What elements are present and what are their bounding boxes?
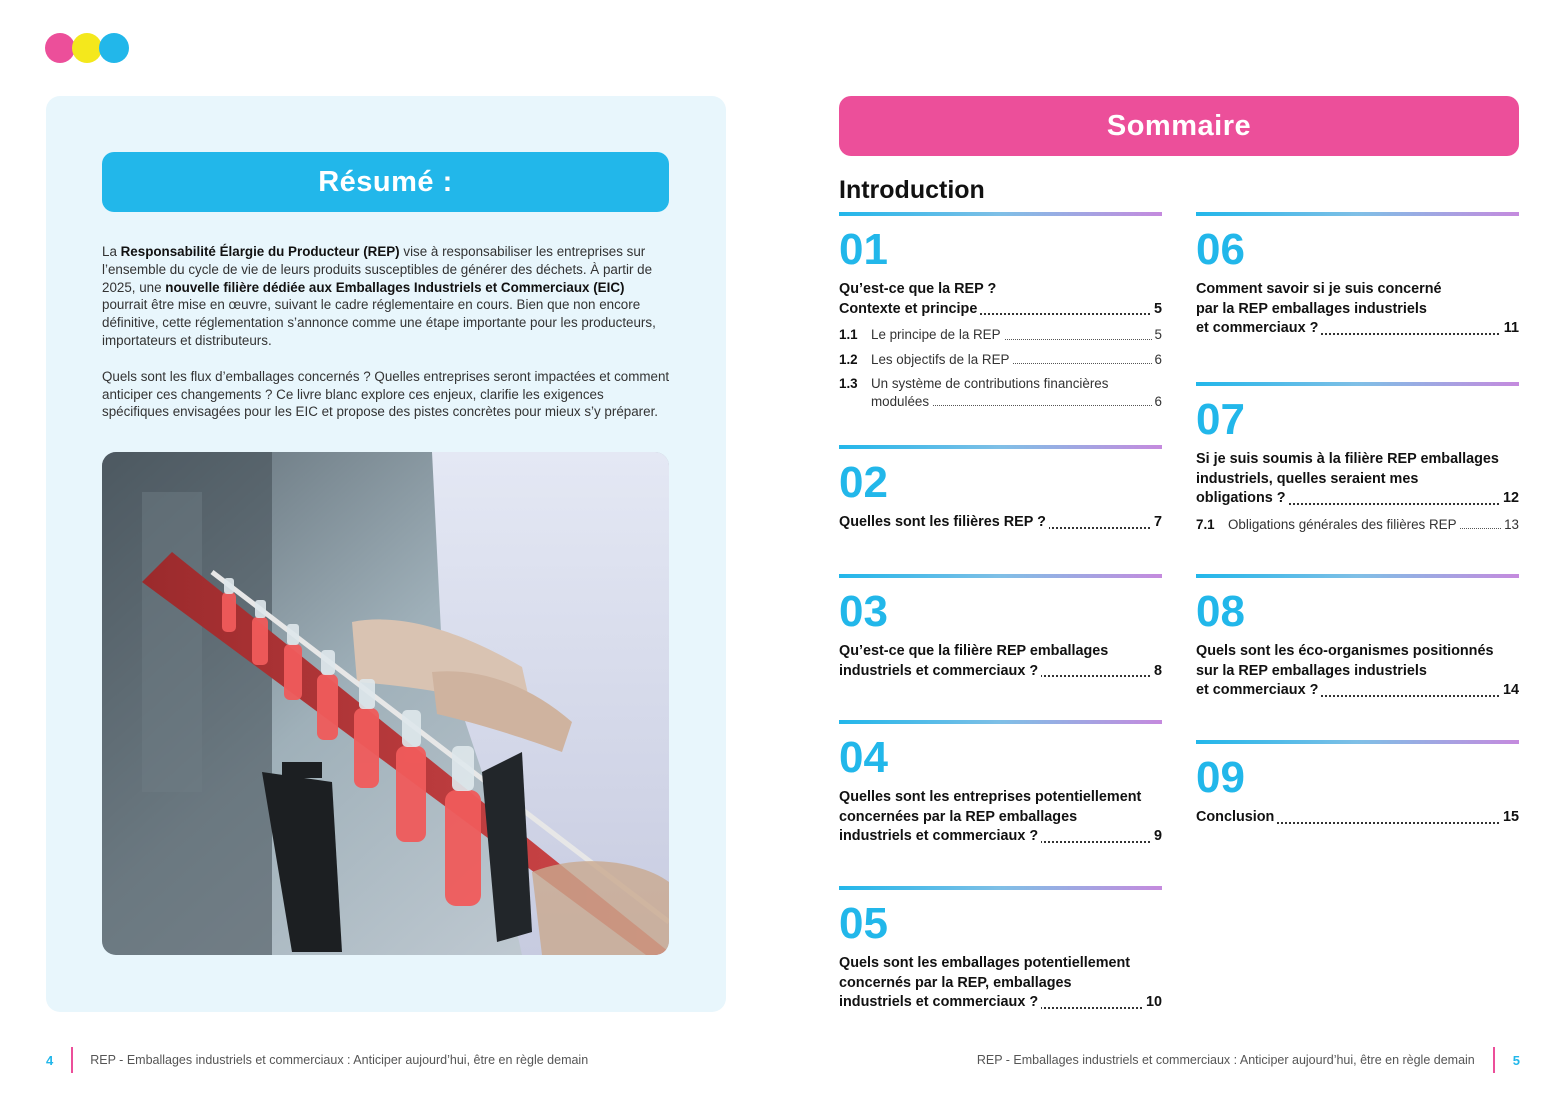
section-title: Qu’est-ce que la REP ? Contexte et principe 5	[839, 280, 1162, 319]
section-title: Quelles sont les entreprises potentiellement concernées par la REP emballages industriels et commerciaux ? 9	[839, 788, 1162, 847]
page-number: 15	[1500, 808, 1519, 828]
page-number: 11	[1501, 319, 1519, 339]
toc-section-03[interactable]	[839, 574, 1162, 681]
section-number: 09	[1196, 753, 1245, 802]
section-number: 02	[839, 458, 888, 507]
toc-subsection-1-3[interactable]: 1.3 Un système de contributions financières modulées 6	[839, 376, 1162, 409]
brand-dots-logo	[45, 33, 135, 63]
pink-dot	[45, 33, 75, 63]
resume-text	[102, 243, 672, 439]
section-title: Conclusion 15	[1196, 808, 1519, 828]
page-number: 9	[1151, 827, 1162, 847]
section-number: 06	[1196, 225, 1245, 274]
toc-section-06[interactable]	[1196, 212, 1519, 339]
resume-paragraph-1: La Responsabilité Élargie du Producteur (REP) vise à responsabiliser les entreprises sur l’ensemble du cycle de vie de leurs produits susceptibles de générer des déchets. À partir de 2025, une nouvelle filière dédiée aux Emballages Industriels et Commerciaux (EIC) pourrait être mise en œuvre, suivant le cadre réglementaire en cours. Bien que non encore définitive, cette réglementation s’annonce comme une étape importante pour les producteurs, importateurs et distributeurs.	[102, 244, 656, 348]
footer-text: REP - Emballages industriels et commerciaux : Anticiper aujourd’hui, être en règle demain	[976, 1053, 1475, 1067]
footer-page-number: 5	[1512, 1052, 1520, 1068]
section-number: 01	[839, 225, 888, 274]
resume-paragraph-2: Quels sont les flux d’emballages concernés ? Quelles entreprises seront impactées et comment anticiper ces changements ? Ce livre blanc explore ces enjeux, clarifie les exigences spécifiques envisagées pour les EIC et propose des pistes concrètes pour mieux s’y préparer.	[102, 368, 670, 420]
section-divider	[839, 574, 1162, 578]
toc-section-02[interactable]	[839, 445, 1162, 533]
section-divider	[1196, 574, 1519, 578]
footer-page-number: 4	[46, 1052, 54, 1068]
toc-section-01[interactable]	[839, 212, 1162, 410]
yellow-dot	[72, 33, 102, 63]
page-number: 7	[1151, 513, 1162, 533]
section-divider	[839, 720, 1162, 724]
section-number: 03	[839, 587, 888, 636]
section-divider	[839, 212, 1162, 216]
toc-subsection-1-1[interactable]: 1.1 Le principe de la REP 5	[839, 327, 1162, 342]
footer-text: REP - Emballages industriels et commerciaux : Anticiper aujourd’hui, être en règle demain	[90, 1053, 589, 1067]
toc-section-07[interactable]	[1196, 382, 1519, 533]
page-number: 5	[1151, 300, 1162, 320]
section-number: 04	[839, 733, 888, 782]
section-title: Comment savoir si je suis concerné par la REP emballages industriels et commerciaux ? 11	[1196, 280, 1519, 339]
section-divider	[839, 886, 1162, 890]
section-divider	[1196, 212, 1519, 216]
page-number: 10	[1143, 993, 1162, 1013]
footer-separator	[1493, 1047, 1495, 1073]
page-number: 14	[1500, 681, 1519, 701]
section-number: 05	[839, 899, 888, 948]
toc-subsection-1-2[interactable]: 1.2 Les objectifs de la REP 6	[839, 351, 1162, 367]
sommaire-title: Sommaire	[839, 96, 1519, 156]
section-title: Si je suis soumis à la filière REP emballages industriels, quelles seraient mes obligations ? 12	[1196, 450, 1519, 509]
toc-subsection-7-1[interactable]: 7.1 Obligations générales des filières REP 13	[1196, 516, 1519, 532]
bottling-line-photo	[102, 452, 669, 955]
section-title: Quelles sont les filières REP ? 7	[839, 513, 1162, 533]
page-number: 12	[1500, 489, 1519, 509]
footer-right	[977, 1047, 1520, 1073]
toc-section-09[interactable]	[1196, 740, 1519, 828]
toc-section-08[interactable]	[1196, 574, 1519, 701]
introduction-heading: Introduction	[839, 176, 985, 204]
blue-dot	[99, 33, 129, 63]
section-number: 08	[1196, 587, 1245, 636]
section-title: Qu’est-ce que la filière REP emballages industriels et commerciaux ? 8	[839, 642, 1162, 681]
resume-panel	[46, 96, 726, 1012]
section-number: 07	[1196, 395, 1245, 444]
resume-title: Résumé :	[102, 152, 669, 212]
section-title: Quels sont les éco-organismes positionnés sur la REP emballages industriels et commerciaux ? 14	[1196, 642, 1519, 701]
page-number: 8	[1151, 662, 1162, 682]
toc-section-05[interactable]	[839, 886, 1162, 1013]
footer-left	[46, 1047, 588, 1073]
toc-section-04[interactable]	[839, 720, 1162, 847]
section-divider	[839, 445, 1162, 449]
footer-separator	[71, 1047, 73, 1073]
section-title: Quels sont les emballages potentiellement concernés par la REP, emballages industriels et commerciaux ? 10	[839, 954, 1162, 1013]
section-divider	[1196, 740, 1519, 744]
section-divider	[1196, 382, 1519, 386]
